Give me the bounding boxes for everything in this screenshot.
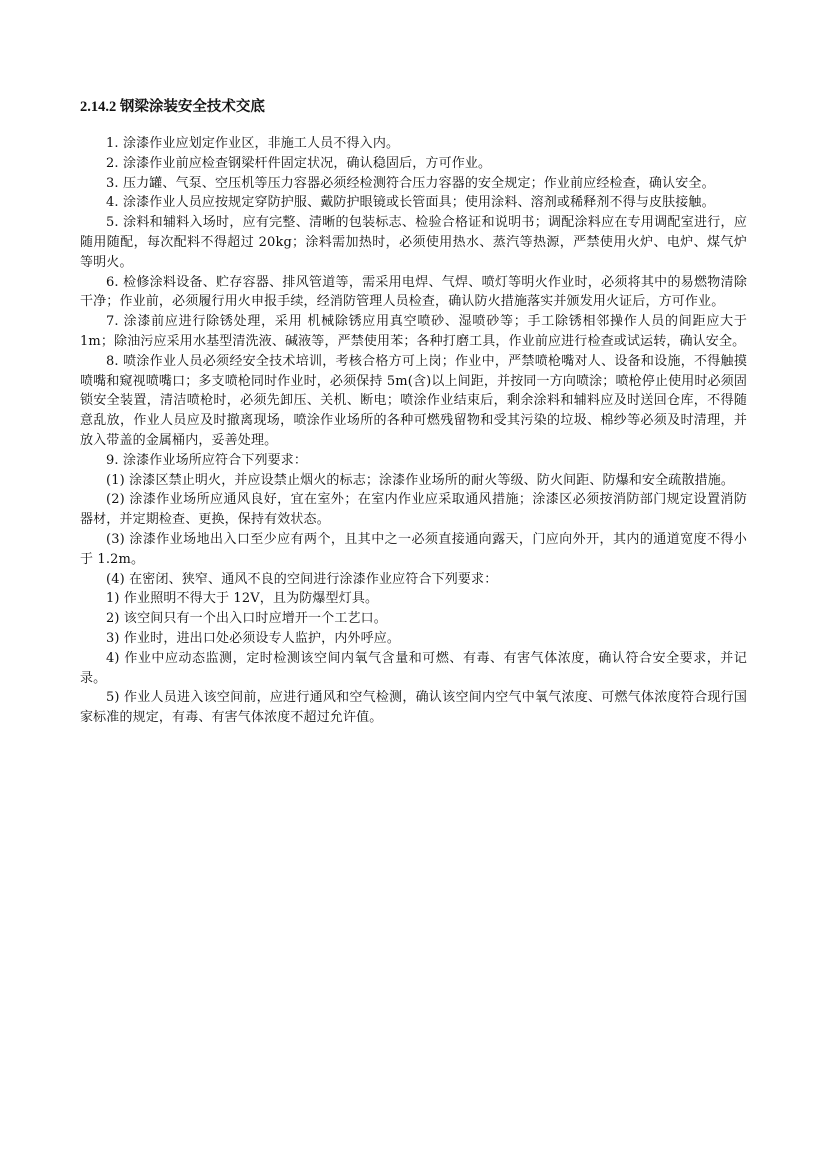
body-text xyxy=(80,134,747,728)
subitem-2: (2) 涂漆作业场所应通风良好，宜在室外；在室内作业应采取通风措施；涂漆区必须按消防部门规定设置消防器材，并定期检查、更换，保持有效状态。 xyxy=(80,492,747,528)
requirement-4: 4) 作业中应动态监测，定时检测该空间内氧气含量和可燃、有毒、有害气体浓度，确认符合安全要求，并记录。 xyxy=(80,650,747,686)
paragraph-item-8: 8. 喷涂作业人员必须经安全技术培训，考核合格方可上岗；作业中，严禁喷枪嘴对人、设备和设施，不得触摸喷嘴和窥视喷嘴口；多支喷枪同时作业时，必须保持 5m(含)以上间距，并按同一方向喷涂；喷枪停止使用时必须固锁安全装置，清洁喷枪时，必须先卸压、关机、断电；喷涂作业结束后，剩余涂料和辅料应及时送回仓库，不得随意乱放，作业人员应及时撤离现场，喷涂作业场所的各种可燃残留物和受其污染的垃圾、棉纱等必须及时清理，并放入带盖的金属桶内，妥善处理。 xyxy=(80,353,747,448)
subitem-3: (3) 涂漆作业场地出入口至少应有两个，且其中之一必须直接通向露天，门应向外开，其内的通道宽度不得小于 1.2m。 xyxy=(80,531,747,567)
paragraph-item-5: 5. 涂料和辅料入场时，应有完整、清晰的包装标志、检验合格证和说明书；调配涂料应在专用调配室进行，应随用随配，每次配料不得超过 20kg；涂料需加热时，必须使用热水、蒸汽等热源，严禁使用火炉、电炉、煤气炉等明火。 xyxy=(80,215,747,270)
subitem-1: (1) 涂漆区禁止明火，并应设禁止烟火的标志；涂漆作业场所的耐火等级、防火间距、防爆和安全疏散措施。 xyxy=(106,472,735,488)
paragraph-item-7: 7. 涂漆前应进行除锈处理，采用 机械除锈应用真空喷砂、湿喷砂等；手工除锈相邻操作人员的间距应大于 1m；除油污应采用水基型清洗液、碱液等，严禁使用苯；各种打磨工具，作业前应进行检查或试运转，确认安全。 xyxy=(80,314,747,349)
section-title: 2.14.2 钢梁涂装安全技术交底 xyxy=(80,99,265,115)
subitem-4: (4) 在密闭、狭窄、通风不良的空间进行涂漆作业应符合下列要求： xyxy=(106,571,498,587)
requirement-1: 1) 作业照明不得大于 12V，且为防爆型灯具。 xyxy=(106,591,379,607)
requirement-5: 5) 作业人员进入该空间前，应进行通风和空气检测，确认该空间内空气中氧气浓度、可燃气体浓度符合现行国家标准的规定，有毒、有害气体浓度不超过允许值。 xyxy=(80,690,747,726)
paragraph-item-9: 9. 涂漆作业场所应符合下列要求： xyxy=(106,452,308,468)
paragraph-item-1: 1. 涂漆作业应划定作业区，非施工人员不得入内。 xyxy=(106,136,400,151)
paragraph-item-6: 6. 检修涂料设备、贮存容器、排风管道等，需采用电焊、气焊、喷灯等明火作业时，必须将其中的易燃物清除干净；作业前，必须履行用火申报手续，经消防管理人员检查，确认防火措施落实并颁发用火证后，方可作业。 xyxy=(80,274,747,310)
requirement-2: 2) 该空间只有一个出入口时应增开一个工艺口。 xyxy=(106,611,387,627)
paragraph-item-4: 4. 涂漆作业人员应按规定穿防护服、戴防护眼镜或长管面具；使用涂料、溶剂或稀释剂不得与皮肤接触。 xyxy=(106,195,715,211)
paragraph-item-2: 2. 涂漆作业前应检查钢梁杆件固定状况，确认稳固后，方可作业。 xyxy=(106,155,492,171)
requirement-3: 3) 作业时，进出口处必须设专人监护，内外呼应。 xyxy=(106,630,401,646)
paragraph-item-3: 3. 压力罐、气泵、空压机等压力容器必须经检测符合压力容器的安全规定；作业前应经检查，确认安全。 xyxy=(106,175,715,191)
